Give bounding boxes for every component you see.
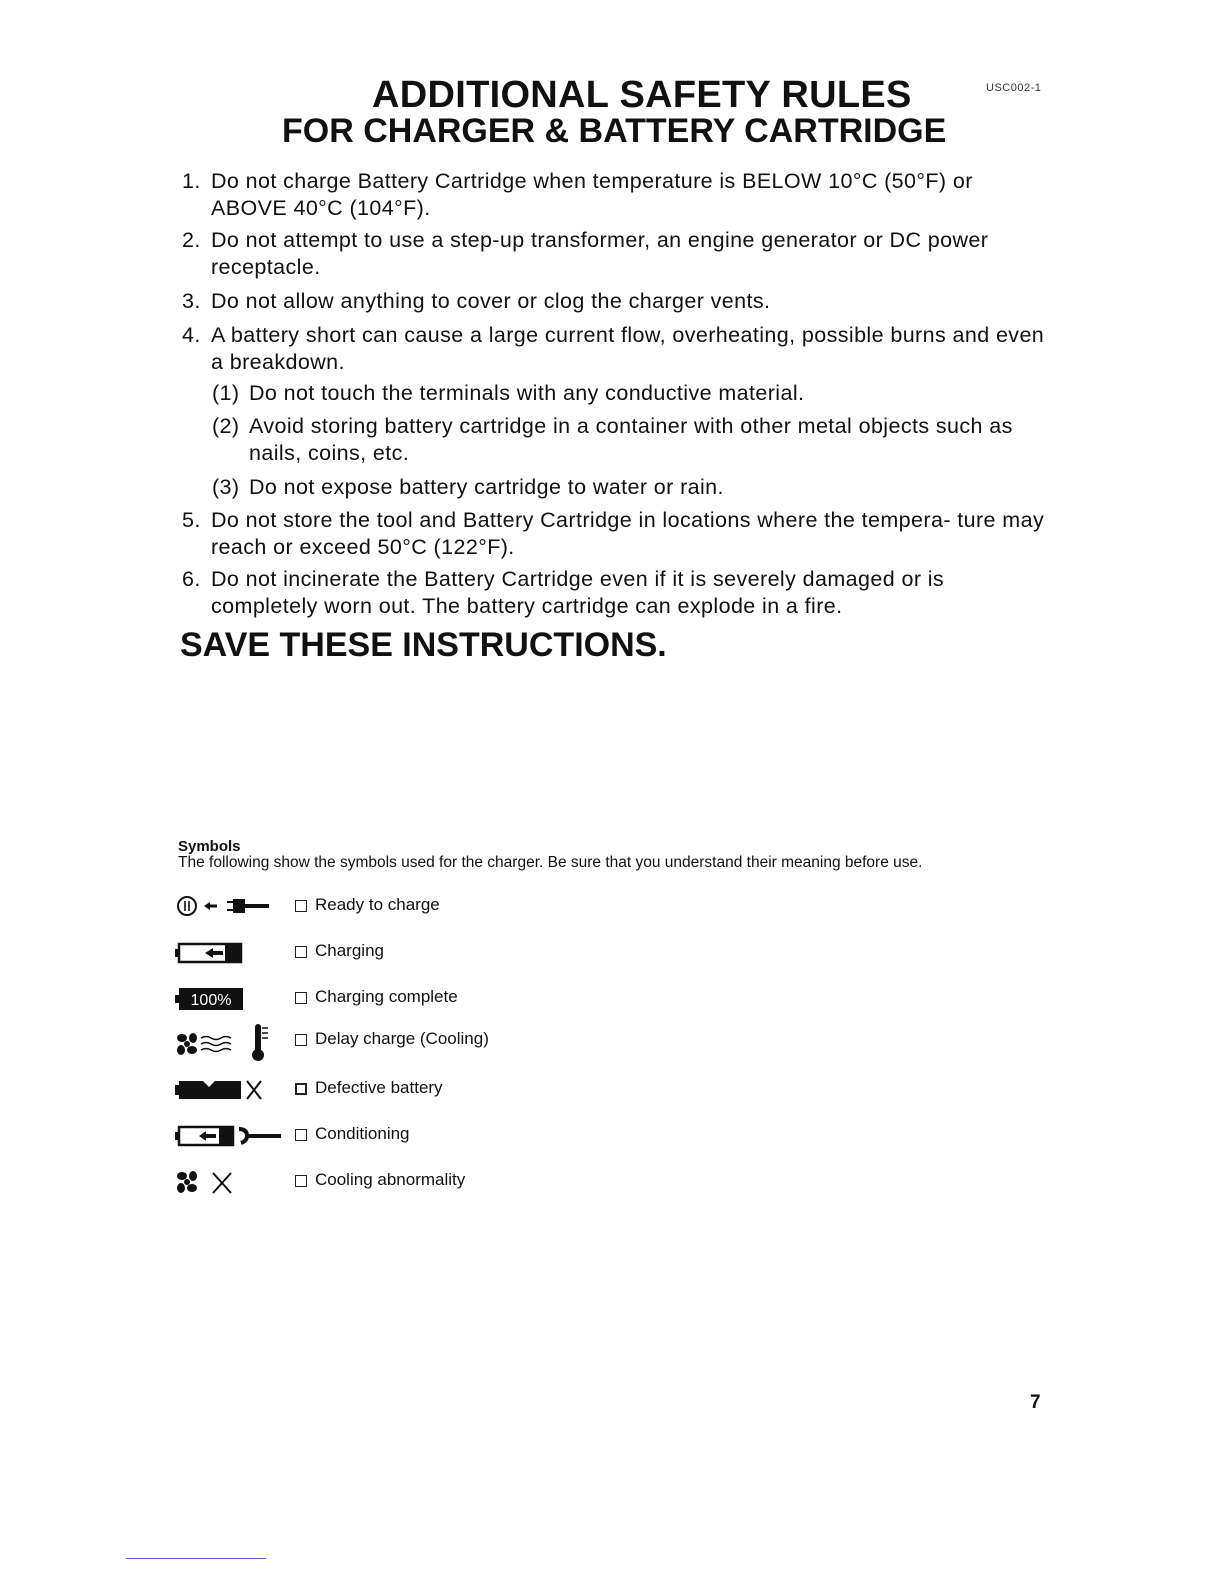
symbol-row-delay-charge [175, 1026, 775, 1056]
rule-number: 2. [182, 228, 201, 252]
subrule-number: (1) [212, 381, 240, 405]
symbol-row-cooling-abnormality [175, 1167, 775, 1197]
symbol-row-charging-complete [175, 984, 775, 1014]
rule-number: 1. [182, 169, 201, 193]
rule-1 [182, 168, 1048, 222]
symbols-description: The following show the symbols used for the charger. Be sure that you understand their meaning before use. [178, 854, 923, 871]
symbol-checkbox [295, 946, 307, 958]
page-title-line1: ADDITIONAL SAFETY RULES [372, 74, 912, 116]
symbol-label: Ready to charge [315, 895, 440, 914]
page-title-line2: FOR CHARGER & BATTERY CARTRIDGE [282, 112, 947, 150]
symbol-row-defective-battery [175, 1075, 775, 1105]
symbol-label: Cooling abnormality [315, 1170, 466, 1189]
subrule-number: (2) [212, 414, 240, 438]
rule-number: 4. [182, 323, 201, 347]
rule-6 [182, 566, 1048, 620]
symbol-label: Charging [315, 941, 384, 960]
rule-4 [182, 322, 1048, 376]
delay-charge-icon [175, 1022, 287, 1062]
charging-icon [175, 938, 287, 968]
save-instructions-heading: SAVE THESE INSTRUCTIONS. [180, 626, 667, 664]
symbol-label: Delay charge (Cooling) [315, 1029, 489, 1048]
rule-number: 6. [182, 567, 201, 591]
rule-text: Do not store the tool and Battery Cartridge in locations where the tempera- ture may reach or exceed 50°C (122°F). [211, 508, 1045, 559]
rule-text: Do not incinerate the Battery Cartridge even if it is severely damaged or is completely worn out. The battery cartridge can explode in a fire. [211, 567, 945, 618]
subrule-text: Avoid storing battery cartridge in a container with other metal objects such as nails, coins, etc. [249, 414, 1013, 465]
footer-rule [126, 1558, 266, 1559]
rule-text: Do not attempt to use a step-up transformer, an engine generator or DC power receptacle. [211, 228, 989, 279]
rule-text: A battery short can cause a large current flow, overheating, possible burns and even a breakdown. [211, 323, 1045, 374]
subrule-2 [212, 413, 1048, 467]
subrule-3 [212, 474, 1048, 501]
document-code: USC002-1 [986, 82, 1042, 94]
symbol-row-ready [175, 892, 775, 922]
rule-text: Do not allow anything to cover or clog the charger vents. [211, 289, 771, 313]
symbol-checkbox [295, 992, 307, 1004]
charging-complete-icon [175, 984, 287, 1014]
defective-battery-icon [175, 1075, 287, 1105]
rule-number: 5. [182, 508, 201, 532]
symbol-label: Charging complete [315, 987, 458, 1006]
symbol-checkbox [295, 1034, 307, 1046]
symbol-label: Conditioning [315, 1124, 410, 1143]
symbol-checkbox [295, 1083, 307, 1095]
rule-3 [182, 288, 1048, 315]
symbol-checkbox [295, 1175, 307, 1187]
subrule-1 [212, 380, 1048, 407]
symbol-row-charging [175, 938, 775, 968]
subrule-text: Do not expose battery cartridge to water or rain. [249, 475, 724, 499]
rule-text: Do not charge Battery Cartridge when temperature is BELOW 10°C (50°F) or ABOVE 40°C (104°F). [211, 169, 973, 220]
rule-2 [182, 227, 1048, 281]
symbols-heading: Symbols [178, 838, 241, 855]
symbol-label: Defective battery [315, 1078, 443, 1097]
symbol-row-conditioning [175, 1121, 775, 1151]
cooling-abnormality-icon [175, 1167, 287, 1197]
ready-to-charge-icon [175, 892, 287, 922]
page-number: 7 [1030, 1392, 1041, 1413]
complete-percent-text: 100% [190, 992, 232, 1009]
subrule-number: (3) [212, 475, 240, 499]
rule-number: 3. [182, 289, 201, 313]
conditioning-icon [175, 1121, 287, 1151]
symbol-checkbox [295, 1129, 307, 1141]
symbol-checkbox [295, 900, 307, 912]
rule-5 [182, 507, 1048, 561]
subrule-text: Do not touch the terminals with any conductive material. [249, 381, 805, 405]
